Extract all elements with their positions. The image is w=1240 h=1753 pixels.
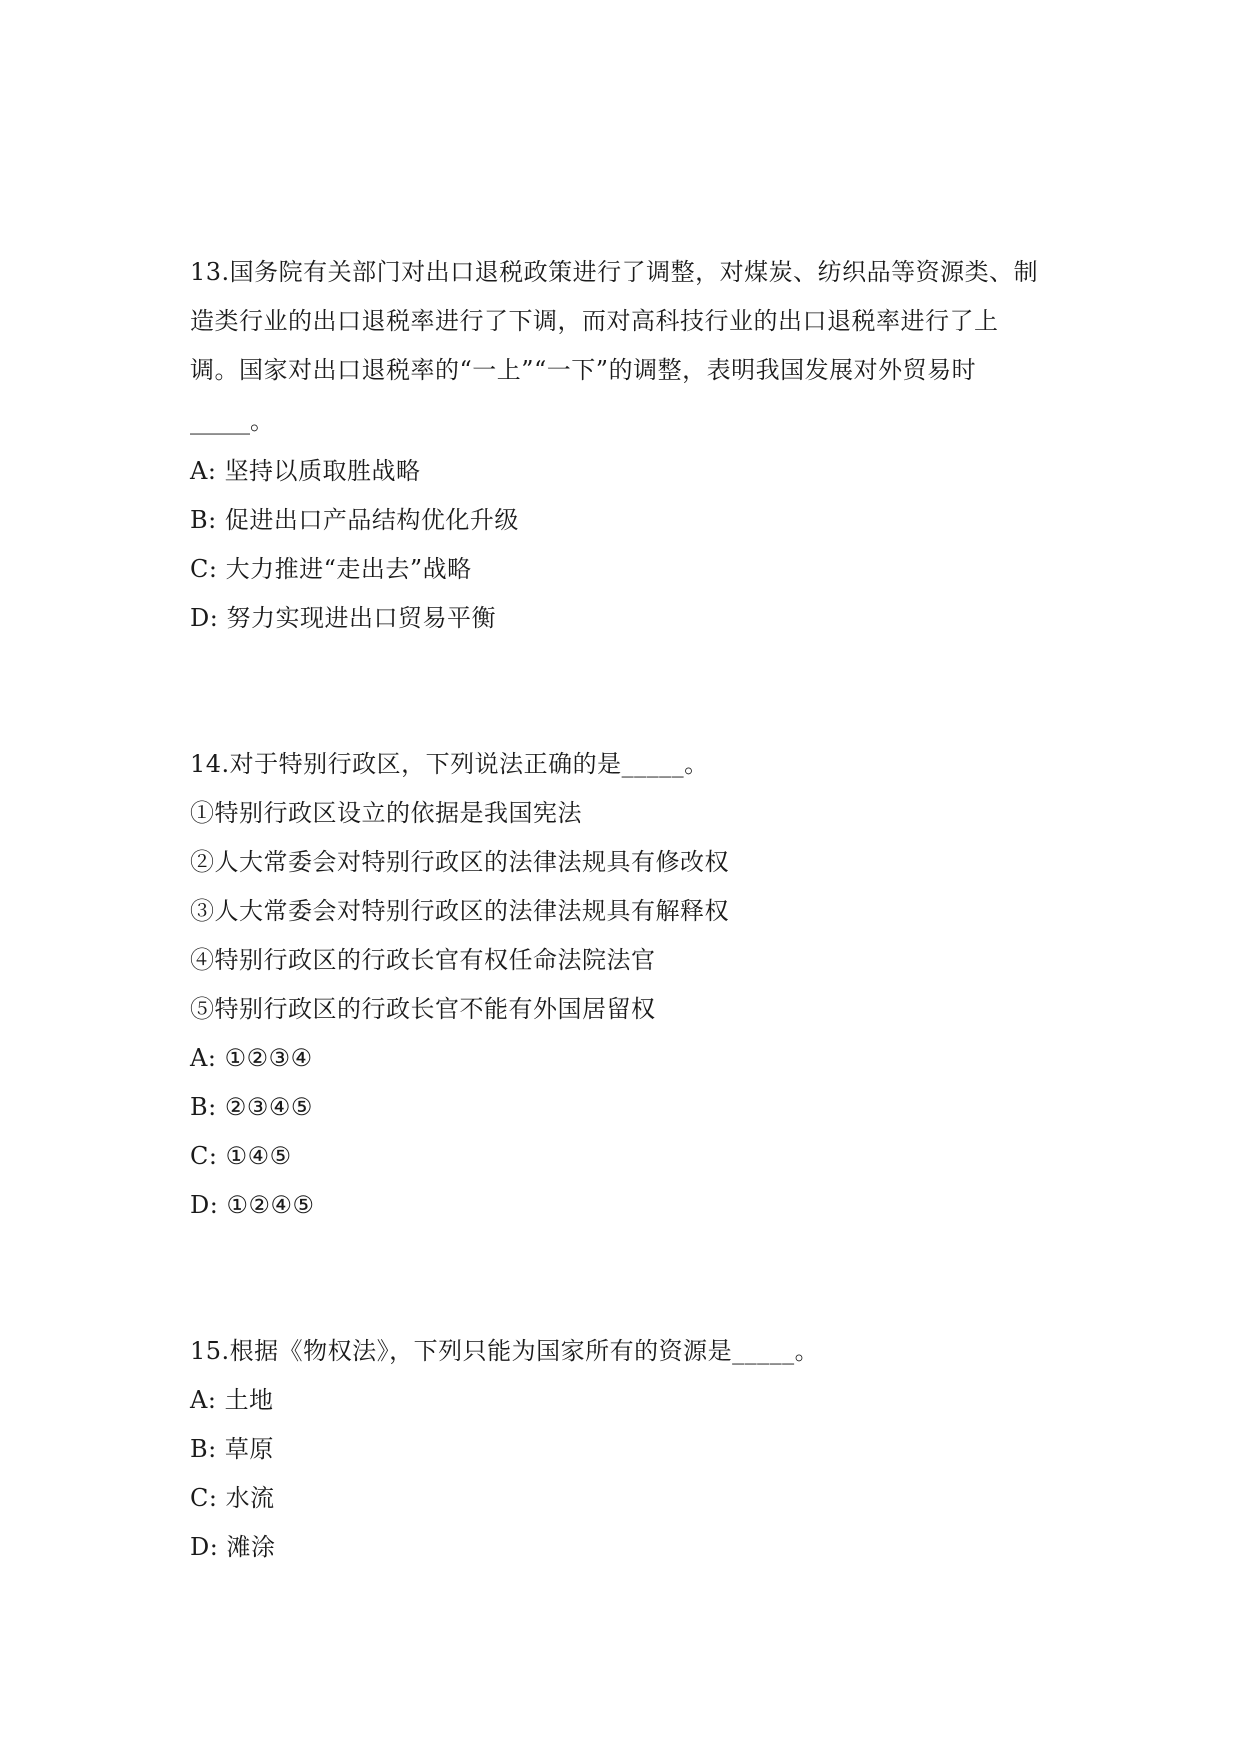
question-stem-line (190, 740, 1070, 789)
option-text: ①②④⑤ (226, 1191, 315, 1219)
question-stem-line (190, 248, 1070, 297)
option-label: D: (190, 604, 219, 632)
option-c[interactable] (190, 1132, 1070, 1181)
answer-blank: _____。 (190, 407, 274, 435)
option-label: D: (190, 1191, 219, 1219)
option-label: B: (190, 1435, 217, 1463)
option-b[interactable] (190, 1425, 1070, 1474)
option-text: 大力推进“走出去”战略 (225, 555, 472, 583)
statement-2: ②人大常委会对特别行政区的法律法规具有修改权 (190, 848, 729, 876)
option-text: ②③④⑤ (224, 1093, 313, 1121)
question-number: 14. (190, 750, 230, 778)
question-stem-line (190, 1327, 1070, 1376)
question-15 (190, 1327, 1070, 1572)
option-text: ①②③④ (224, 1044, 313, 1072)
question-13 (190, 248, 1070, 643)
option-a[interactable] (190, 1376, 1070, 1425)
option-label: C: (190, 555, 218, 583)
option-label: D: (190, 1533, 219, 1561)
option-b[interactable] (190, 1083, 1070, 1132)
option-a[interactable] (190, 1034, 1070, 1083)
option-label: C: (190, 1142, 218, 1170)
option-d[interactable] (190, 1523, 1070, 1572)
statement-5: ⑤特别行政区的行政长官不能有外国居留权 (190, 995, 656, 1023)
option-label: C: (190, 1484, 218, 1512)
option-d[interactable] (190, 594, 1070, 643)
question-number: 13. (190, 258, 230, 286)
question-stem-line: 造类行业的出口退税率进行了下调，而对高科技行业的出口退税率进行了上 (190, 307, 999, 335)
option-b[interactable] (190, 496, 1070, 545)
option-text: 水流 (225, 1484, 275, 1512)
option-text: 坚持以质取胜战略 (224, 457, 421, 485)
option-text: ①④⑤ (225, 1142, 292, 1170)
statement-1: ①特别行政区设立的依据是我国宪法 (190, 799, 582, 827)
option-label: A: (190, 1386, 217, 1414)
option-label: B: (190, 506, 217, 534)
question-stem-text: 根据《物权法》，下列只能为国家所有的资源是_____。 (229, 1337, 820, 1365)
option-label: B: (190, 1093, 217, 1121)
option-c[interactable] (190, 545, 1070, 594)
question-stem-text: 对于特别行政区，下列说法正确的是_____。 (229, 750, 709, 778)
option-text: 促进出口产品结构优化升级 (224, 506, 519, 534)
option-text: 草原 (224, 1435, 274, 1463)
option-text: 滩涂 (226, 1533, 276, 1561)
question-14 (190, 740, 1070, 1230)
statement-3: ③人大常委会对特别行政区的法律法规具有解释权 (190, 897, 729, 925)
question-stem-text: 国务院有关部门对出口退税政策进行了调整，对煤炭、纺织品等资源类、制 (229, 258, 1039, 286)
option-c[interactable] (190, 1474, 1070, 1523)
option-d[interactable] (190, 1181, 1070, 1230)
option-text: 土地 (224, 1386, 274, 1414)
question-number: 15. (190, 1337, 230, 1365)
option-label: A: (190, 457, 217, 485)
question-stem-line: 调。国家对出口退税率的“一上”“一下”的调整，表明我国发展对外贸易时 (190, 356, 977, 384)
option-a[interactable] (190, 447, 1070, 496)
statement-4: ④特别行政区的行政长官有权任命法院法官 (190, 946, 656, 974)
option-text: 努力实现进出口贸易平衡 (226, 604, 496, 632)
option-label: A: (190, 1044, 217, 1072)
